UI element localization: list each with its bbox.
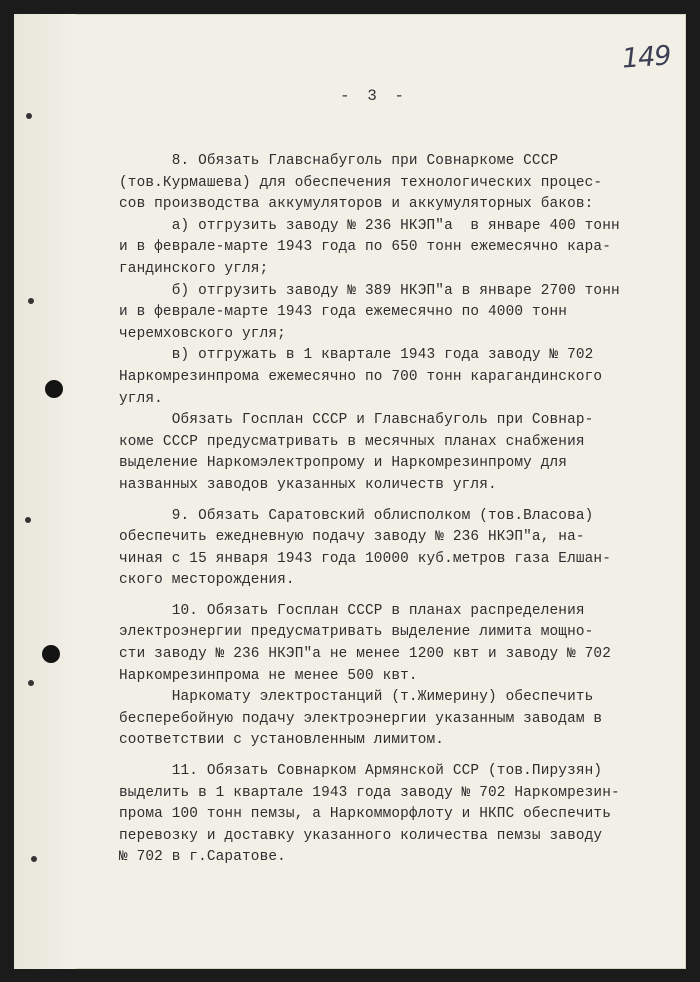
text-line: 11. Обязать Совнарком Армянской ССР (тов.Пирузян) <box>119 763 603 780</box>
text-line: сов производства аккумуляторов и аккумуляторных баков: <box>119 196 594 213</box>
text-line: названных заводов указанных количеств угля. <box>119 476 497 493</box>
text-line: Наркомату электростанций (т.Жимерину) обеспечить <box>119 689 594 706</box>
text-line: перевозку и доставку указанного количества пемзы заводу <box>119 827 603 844</box>
paragraph-gap <box>119 752 649 761</box>
paragraph-9 <box>119 506 649 592</box>
binding-mark-icon <box>25 517 31 523</box>
text-line: сти заводу № 236 НКЭП"а не менее 1200 квт и заводу № 702 <box>119 646 612 663</box>
document-page <box>14 14 686 969</box>
punch-hole-icon <box>42 645 60 663</box>
binding-margin <box>14 14 76 969</box>
text-line: б) отгрузить заводу № 389 НКЭП"а в январе 2700 тонн <box>119 282 620 299</box>
text-line: а) отгрузить заводу № 236 НКЭП"а в январе 400 тонн <box>119 217 620 234</box>
text-line: выделение Наркомэлектропрому и Наркомрезинпрому для <box>119 455 568 472</box>
text-line: бесперебойную подачу электроэнергии указанным заводам в <box>119 710 603 727</box>
text-line: черемховского угля; <box>119 325 286 342</box>
punch-hole-icon <box>45 380 63 398</box>
text-line: и в феврале-марте 1943 года ежемесячно по 4000 тонн <box>119 304 568 321</box>
binding-mark-icon <box>26 113 32 119</box>
text-line: в) отгружать в 1 квартале 1943 года заводу № 702 <box>119 347 594 364</box>
text-line: электроэнергии предусматривать выделение лимита мощно- <box>119 624 594 641</box>
text-line: 9. Обязать Саратовский облисполком (тов.Власова) <box>119 507 594 524</box>
binding-mark-icon <box>31 856 37 862</box>
page-number: - 3 - <box>340 87 409 105</box>
text-line: ского месторождения. <box>119 572 295 589</box>
text-line: выделить в 1 квартале 1943 года заводу № 702 Наркомрезин- <box>119 784 620 801</box>
text-line: обеспечить ежедневную подачу заводу № 236 НКЭП"а, на- <box>119 529 585 546</box>
document-body <box>119 151 649 869</box>
paragraph-10 <box>119 601 649 752</box>
text-line: 8. Обязать Главснабуголь при Совнаркоме СССР <box>119 153 559 169</box>
text-line: и в феврале-марте 1943 года по 650 тонн ежемесячно кара- <box>119 239 612 256</box>
text-line: Наркомрезинпрома ежемесячно по 700 тонн карагандинского <box>119 368 603 385</box>
paragraph-gap <box>119 592 649 601</box>
binding-mark-icon <box>28 680 34 686</box>
paragraph-8 <box>119 151 649 497</box>
paragraph-11 <box>119 761 649 869</box>
text-line: угля. <box>119 390 163 407</box>
text-line: соответствии с установленным лимитом. <box>119 732 445 749</box>
text-line: Наркомрезинпрома не менее 500 квт. <box>119 667 418 684</box>
text-line: коме СССР предусматривать в месячных планах снабжения <box>119 433 585 450</box>
text-line: Обязать Госплан СССР и Главснабуголь при Совнар- <box>119 412 594 429</box>
text-line: (тов.Курмашева) для обеспечения технологических процес- <box>119 174 603 191</box>
text-line: № 702 в г.Саратове. <box>119 849 286 866</box>
text-line: 10. Обязать Госплан СССР в планах распределения <box>119 602 585 619</box>
text-line: чиная с 15 января 1943 года 10000 куб.метров газа Елшан- <box>119 550 612 567</box>
text-line: прома 100 тонн пемзы, а Наркомморфлоту и НКПС обеспечить <box>119 806 612 823</box>
folio-number: 149 <box>620 40 672 75</box>
paragraph-gap <box>119 497 649 506</box>
text-line: гандинского угля; <box>119 260 269 277</box>
binding-mark-icon <box>28 298 34 304</box>
